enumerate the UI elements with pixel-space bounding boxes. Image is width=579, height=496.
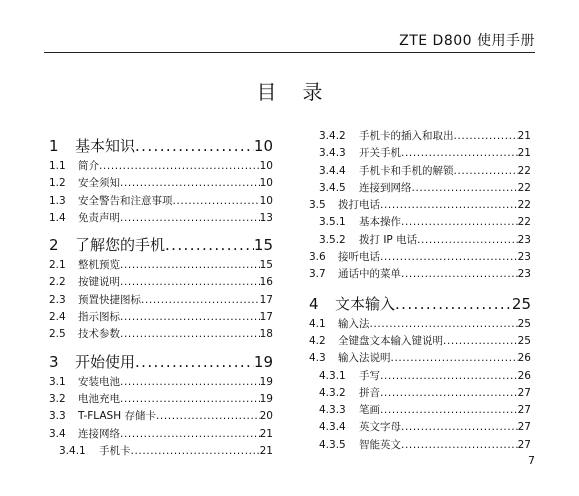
toc-leader-dots [120,311,260,323]
toc-entry-page: 21 [259,444,273,457]
toc-entry[interactable] [309,128,531,145]
toc-leader-dots [380,199,518,211]
toc-leader-dots [99,160,260,172]
toc-entry[interactable] [49,175,273,192]
toc-entry-number: 3.2 [49,392,66,405]
toc-leader-dots [141,294,260,306]
toc-entry[interactable] [309,249,531,266]
toc-entry-number: 1 [49,137,59,155]
toc-entry-title: 连接网络 [78,427,120,440]
toc-entry-title: 电池充电 [78,392,120,405]
toc-entry-page: 22 [517,216,531,229]
toc-leader-dots [454,130,518,142]
toc-entry-number: 3.5.2 [319,233,346,246]
toc-entry[interactable] [49,257,273,274]
toc-entry-page: 16 [259,276,273,289]
toc-entry[interactable] [49,135,273,155]
toc-entry[interactable] [49,193,273,210]
toc-leader-dots [401,439,518,451]
toc-entry[interactable] [309,437,531,454]
toc-entry-title: 简介 [78,160,99,172]
toc-leader-dots [380,370,518,382]
toc-entry[interactable] [49,234,273,254]
toc-leader-dots [173,195,260,207]
toc-entry-number: 3.4.1 [59,444,86,457]
toc-entry-title: 全键盘文本输入键说明 [338,334,443,347]
toc-leader-dots [395,295,512,313]
toc-entry-title: T-FLASH 存储卡 [78,410,156,423]
toc-entry[interactable] [49,426,273,443]
toc-entry-title: 通话中的菜单 [338,268,401,281]
toc-leader-dots [120,259,260,271]
toc-leader-dots [135,137,254,155]
toc-entry-number: 4.3.5 [319,438,346,451]
toc-entry-number: 1.2 [49,177,66,190]
toc-entry-page: 15 [259,259,273,272]
toc-entry-title: 手机卡和手机的解锁 [359,164,454,177]
toc-entry-title: 连接到网络 [359,181,412,194]
toc-entry[interactable] [49,292,273,309]
toc-leader-dots [417,234,518,246]
toc-entry-title: 按键说明 [78,276,120,289]
toc-entry-page: 10 [259,177,273,190]
toc-entry-page: 21 [259,427,273,440]
toc-entry-page: 10 [253,137,273,155]
toc-entry-title: 安全警告和注意事项 [78,194,173,207]
toc-entry-page: 18 [259,328,273,341]
toc-entry[interactable] [309,368,531,385]
toc-entry[interactable] [309,293,531,313]
toc-entry-number: 2.2 [49,276,66,289]
toc-entry[interactable] [309,333,531,350]
toc-entry[interactable] [309,316,531,333]
toc-entry-page: 10 [259,194,273,207]
toc-entry-title: 整机预览 [78,259,120,272]
toc-entry-title: 开始使用 [75,352,136,371]
toc-entry-title: 安全须知 [78,177,120,190]
toc-entry[interactable] [49,408,273,425]
toc-entry[interactable] [309,145,531,162]
toc-entry-title: 输入法说明 [338,352,391,365]
toc-entry-title: 预置快捷图标 [78,293,141,306]
toc-leader-dots [443,335,518,347]
toc-entry-number: 3.5.1 [319,216,346,229]
toc-entry-number: 2.4 [49,311,66,324]
header-divider [44,52,535,53]
toc-entry-number: 2.3 [49,293,66,306]
toc-leader-dots [120,393,260,405]
toc-entry-title: 基本操作 [359,216,401,229]
toc-leader-dots [120,328,260,340]
toc-entry-title: 手写 [359,369,380,382]
toc-entry-number: 3.4.3 [319,147,346,160]
toc-entry-number: 3.4.4 [319,164,346,177]
toc-entry-number: 4.3.3 [319,404,346,417]
toc-entry-number: 1.3 [49,194,66,207]
toc-entry-number: 3.3 [49,410,66,423]
toc-entry-title: 输入法 [338,317,370,330]
toc-leader-dots [156,410,260,422]
toc-entry-number: 1.4 [49,211,66,224]
toc-leader-dots [120,276,260,288]
toc-entry[interactable] [49,309,273,326]
toc-entry-title: 拼音 [359,386,380,399]
toc-entry-title: 接听电话 [338,251,380,264]
toc-entry-number: 4.3.2 [319,386,346,399]
toc-entry-page: 23 [517,268,531,281]
toc-entry-number: 2 [49,236,59,255]
toc-leader-dots [131,445,260,457]
toc-entry-number: 4.3.4 [319,421,346,434]
toc-leader-dots [120,212,260,224]
toc-entry[interactable] [309,419,531,436]
toc-entry-page: 10 [259,160,273,172]
toc-leader-dots [120,376,260,388]
toc-entry-title: 基本知识 [75,137,136,155]
toc-entry-number: 4.3.1 [319,369,346,382]
document-header-title: ZTE D800 使用手册 [399,33,535,49]
toc-right-column [309,128,531,454]
toc-entry-page: 19 [253,352,273,371]
toc-entry-title: 安装电池 [78,375,120,388]
toc-entry[interactable] [309,350,531,367]
toc-entry-title: 笔画 [359,404,380,417]
toc-entry-number: 3.4.5 [319,181,346,194]
toc-entry-page: 22 [517,181,531,194]
toc-entry-number: 4.1 [309,317,326,330]
toc-entry[interactable] [49,351,273,371]
toc-entry[interactable] [49,326,273,343]
toc-entry[interactable] [309,180,531,197]
toc-entry-number: 3.1 [49,375,66,388]
toc-entry-title: 拨打电话 [338,199,380,212]
toc-entry-page: 23 [517,233,531,246]
toc-entry-page: 21 [517,130,531,142]
toc-entry-title: 文本输入 [335,294,396,313]
toc-entry[interactable] [49,274,273,291]
toc-entry[interactable] [49,158,273,175]
toc-entry-number: 4 [309,294,319,313]
toc-entry[interactable] [309,163,531,180]
toc-entry-title: 手机卡 [99,444,131,457]
toc-entry-title: 指示图标 [78,311,120,324]
toc-entry-page: 27 [517,386,531,399]
toc-entry-title: 开关手机 [359,147,401,160]
toc-entry-page: 25 [511,294,531,313]
toc-entry-page: 25 [517,317,531,330]
toc-entry[interactable] [309,214,531,231]
toc-leader-dots [391,352,518,364]
toc-entry-number: 4.2 [309,334,326,347]
toc-leader-dots [380,251,518,263]
toc-entry-page: 22 [517,199,531,212]
toc-entry[interactable] [49,210,273,227]
toc-leader-dots [401,216,518,228]
toc-entry-page: 19 [259,375,273,388]
toc-entry-title: 技术参数 [78,328,120,341]
toc-entry-page: 19 [259,392,273,405]
toc-entry[interactable] [309,402,531,419]
toc-entry-page: 13 [259,211,273,224]
toc-leader-dots [454,165,518,177]
toc-entry-page: 17 [259,311,273,324]
toc-leader-dots [135,353,254,371]
toc-entry[interactable] [49,443,273,460]
toc-entry-page: 27 [517,421,531,434]
toc-leader-dots [412,182,518,194]
toc-entry[interactable] [309,266,531,283]
toc-entry-page: 26 [517,352,531,365]
toc-leader-dots [120,428,260,440]
toc-entry-number: 3.4 [49,427,66,440]
toc-entry-page: 21 [517,147,531,160]
toc-entry-number: 3.7 [309,268,326,281]
toc-left-column [49,128,273,460]
toc-entry-title: 手机卡的插入和取出 [359,130,454,142]
toc-entry-page: 25 [517,334,531,347]
toc-leader-dots [401,268,518,280]
toc-leader-dots [380,387,518,399]
toc-leader-dots [380,404,518,416]
toc-entry-number: 1.1 [49,160,66,172]
toc-entry-number: 3 [49,352,59,371]
toc-entry-page: 15 [253,236,273,255]
page-number: 7 [528,454,535,467]
toc-entry-page: 27 [517,404,531,417]
toc-entry[interactable] [49,391,273,408]
toc-entry[interactable] [309,232,531,249]
toc-entry-page: 22 [517,164,531,177]
toc-entry-page: 23 [517,251,531,264]
toc-leader-dots [120,177,260,189]
toc-entry-page: 17 [259,293,273,306]
toc-entry-number: 4.3 [309,352,326,365]
toc-entry-number: 3.5 [309,199,326,212]
toc-entry-page: 20 [259,410,273,423]
toc-entry-title: 拨打 IP 电话 [359,233,418,246]
toc-entry-number: 3.6 [309,251,326,264]
toc-entry[interactable] [49,374,273,391]
toc-entry-number: 3.4.2 [319,130,346,142]
toc-leader-dots [401,421,518,433]
toc-entry-number: 2.1 [49,259,66,272]
toc-entry-page: 26 [517,369,531,382]
toc-entry[interactable] [309,385,531,402]
page-title: 目录 [256,80,349,104]
toc-entry-page: 27 [517,438,531,451]
toc-entry-number: 2.5 [49,328,66,341]
toc-entry-title: 免责声明 [78,211,120,224]
toc-leader-dots [370,318,518,330]
toc-leader-dots [401,147,518,159]
toc-entry-title: 了解您的手机 [75,236,166,255]
toc-entry[interactable] [309,197,531,214]
toc-leader-dots [165,236,254,254]
toc-entry-title: 英文字母 [359,421,401,434]
toc-entry-title: 智能英文 [359,438,401,451]
